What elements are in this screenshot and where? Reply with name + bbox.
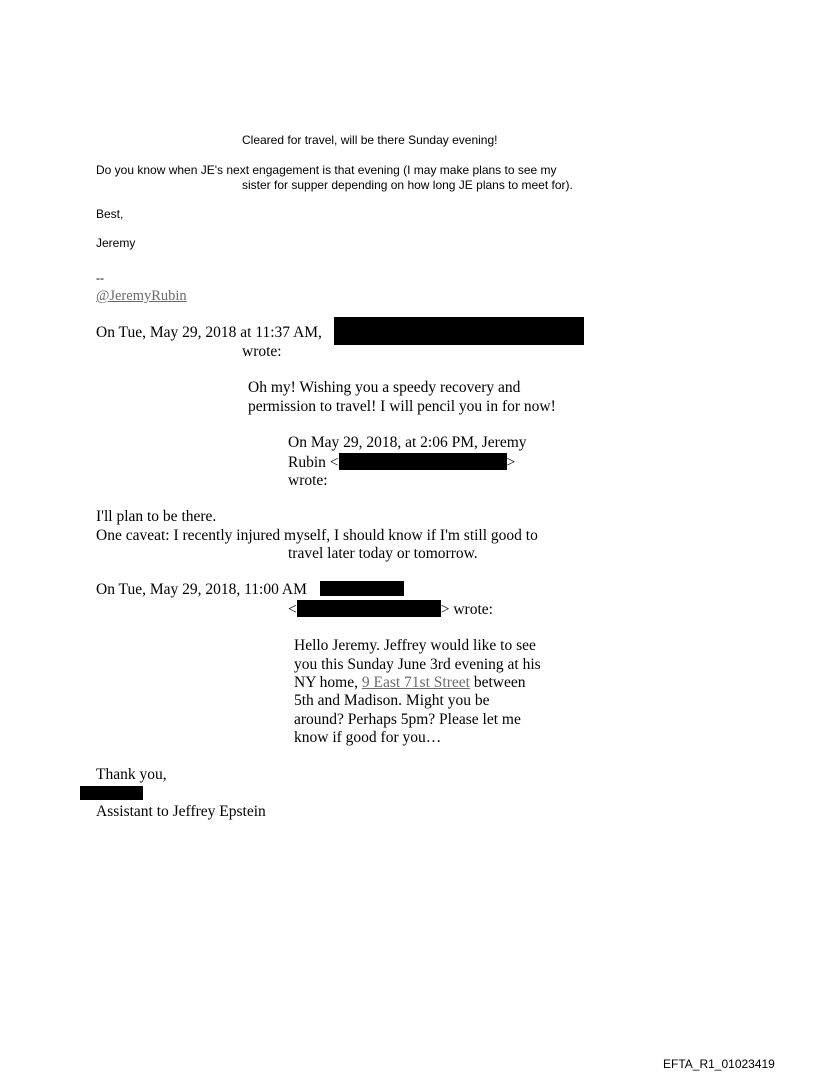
quote1-header-line-1: On Tue, May 29, 2018 at 11:37 AM, <box>96 324 322 341</box>
quote2-header-line-2 <box>288 453 515 472</box>
quote1-body-line-2: permission to travel! I will pencil you in for now! <box>248 398 556 415</box>
quote2-body-line-3: travel later today or tomorrow. <box>288 545 478 562</box>
quote1-header-line-2: wrote: <box>242 343 282 360</box>
redaction-box <box>339 453 507 470</box>
quote3-body-text: between <box>469 674 526 691</box>
signature-twitter-link[interactable]: @JeremyRubin <box>96 288 187 304</box>
signature-dash: -- <box>96 271 104 285</box>
quote3-body-line-4: 5th and Madison. Might you be <box>294 692 490 709</box>
redaction-box <box>334 317 584 345</box>
quote3-body-line-2: you this Sunday June 3rd evening at his <box>294 656 541 673</box>
reply-closing: Best, <box>96 207 124 221</box>
quote3-body-line-6: know if good for you… <box>294 729 442 746</box>
reply-question-line-2: sister for supper depending on how long JE plans to meet for). <box>242 178 573 192</box>
quote2-body-line-1: I'll plan to be there. <box>96 508 217 525</box>
quote3-body-line-1: Hello Jeremy. Jeffrey would like to see <box>294 637 536 654</box>
quote3-header-prefix: < <box>288 601 297 618</box>
redaction-box <box>80 786 143 800</box>
reply-question-line-1: Do you know when JE's next engagement is that evening (I may make plans to see my <box>96 163 557 177</box>
signoff-title: Assistant to Jeffrey Epstein <box>96 803 266 820</box>
bates-number: EFTA_R1_01023419 <box>663 1057 775 1071</box>
quote3-body-text: NY home, <box>294 674 362 691</box>
quote3-header-line-2 <box>288 600 493 619</box>
quote2-header-prefix: Rubin < <box>288 454 339 471</box>
quote3-header-line-1: On Tue, May 29, 2018, 11:00 AM <box>96 581 307 598</box>
quote2-header-line-1: On May 29, 2018, at 2:06 PM, Jeremy <box>288 434 527 451</box>
quote3-body-line-5: around? Perhaps 5pm? Please let me <box>294 711 521 728</box>
quote3-body-line-3 <box>294 674 525 692</box>
redaction-box <box>320 581 404 596</box>
redaction-box <box>297 600 441 617</box>
quote2-header-suffix: > <box>506 454 516 471</box>
quote1-body-line-1: Oh my! Wishing you a speedy recovery and <box>248 379 521 396</box>
signoff-thanks: Thank you, <box>96 766 167 783</box>
quote2-body-line-2: One caveat: I recently injured myself, I should know if I'm still good to <box>96 527 538 544</box>
reply-name: Jeremy <box>96 236 136 250</box>
reply-line-cleared: Cleared for travel, will be there Sunday evening! <box>242 133 498 147</box>
address-link[interactable]: 9 East 71st Street <box>361 674 470 691</box>
quote2-header-line-3: wrote: <box>288 472 328 489</box>
quote3-header-suffix: > wrote: <box>440 601 493 618</box>
